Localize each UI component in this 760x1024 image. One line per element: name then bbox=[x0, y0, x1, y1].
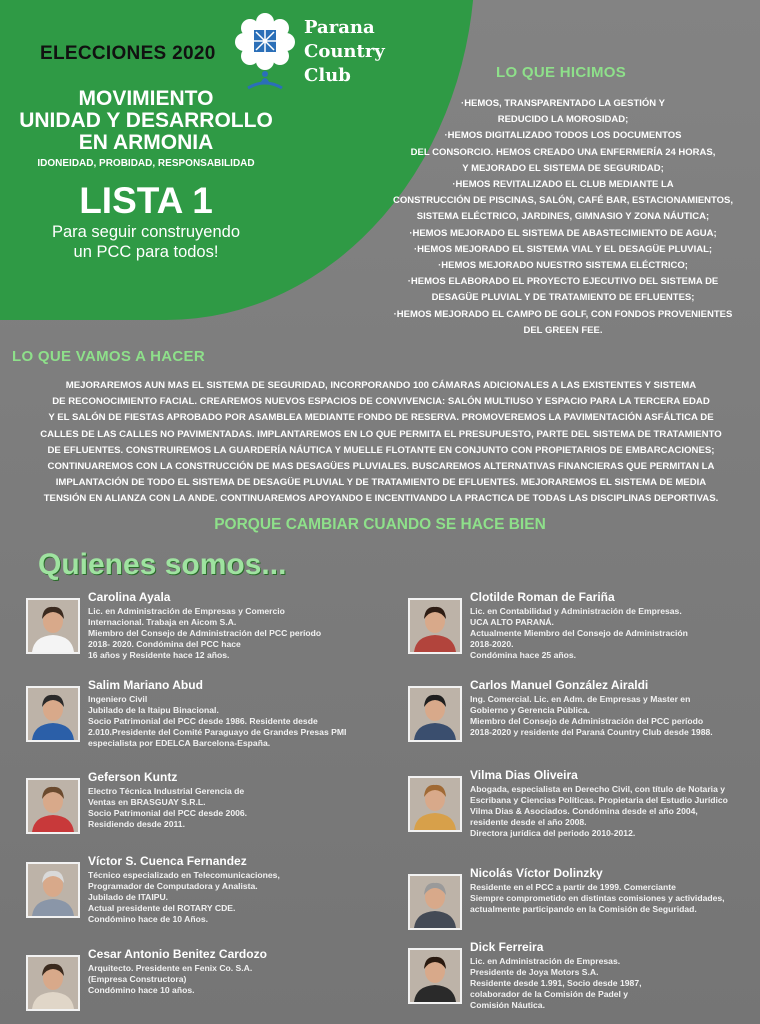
done-item: ·HEMOS REVITALIZADO EL CLUB MEDIANTE LA bbox=[452, 179, 674, 191]
movement-line-3: EN ARMONIA bbox=[78, 131, 214, 154]
member-name: Vilma Dias Oliveira bbox=[470, 768, 578, 782]
member-photo bbox=[26, 862, 80, 918]
member-name: Nicolás Víctor Dolinzky bbox=[470, 866, 603, 880]
done-item: ·HEMOS MEJORADO EL SISTEMA DE ABASTECIMIENTO DE AGUA; bbox=[409, 227, 717, 239]
person-portrait-icon bbox=[410, 778, 460, 830]
member-bio: Electro Técnica Industrial Gerencia de Ventas en BRASGUAY S.R.L. Socio Patrimonial del PCC desde 2006. Residiendo desde 2011. bbox=[88, 786, 248, 829]
person-portrait-icon bbox=[410, 950, 460, 1002]
member-name: Cesar Antonio Benitez Cardozo bbox=[88, 947, 267, 961]
movement-name bbox=[0, 88, 292, 154]
member-name: Carlos Manuel González Airaldi bbox=[470, 678, 649, 692]
club-name bbox=[304, 16, 385, 88]
plan-line: Y EL SALÓN DE FIESTAS APROBADO POR ASAMBLEA MEDIANTE FONDO DE RESERVA. PROMOVEREMOS LA PAVIMENTACIÓN ASFÁLTICA DE bbox=[48, 412, 714, 424]
done-item: DESAGÜE PLUVIAL Y DE TRATAMIENTO DE EFLUENTES; bbox=[431, 292, 695, 304]
member-photo bbox=[408, 948, 462, 1004]
why-change-slogan: PORQUE CAMBIAR CUANDO SE HACE BIEN bbox=[214, 516, 546, 533]
club-name-line-2: Country bbox=[304, 41, 385, 62]
done-item: DEL GREEN FEE. bbox=[523, 324, 603, 336]
done-item: REDUCIDO LA MOROSIDAD; bbox=[497, 114, 629, 126]
member-bio: Residente en el PCC a partir de 1999. Comerciante Siempre comprometido en distintas comisiones y actividades, actualmente participando en la Comisión de Seguridad. bbox=[470, 882, 725, 914]
person-portrait-icon bbox=[410, 688, 460, 740]
member-bio: Lic. en Contabilidad y Administración de Empresas. UCA ALTO PARANÁ. Actualmente Miembro del Consejo de Administración 2018-2020. Condómina hace 25 años. bbox=[470, 606, 688, 660]
done-item: ·HEMOS ELABORADO EL PROYECTO EJECUTIVO DEL SISTEMA DE bbox=[407, 276, 719, 288]
member-bio: Técnico especializado en Telecomunicaciones, Programador de Computadora y Analista. Jubilado de ITAIPU. Actual presidente del ROTARY CDE. Condómino hace de 10 Años. bbox=[88, 870, 280, 924]
member-bio: Abogada, especialista en Derecho Civil, con título de Notaria y Escribana y Ciencias Políticas. Propietaria del Estudio Jurídico Vilma Dias & Asociados. Condómina desde el año 2004, residente desde el año 2008. Directora jurídica del periodo 2010-2012. bbox=[470, 784, 728, 838]
done-item: ·HEMOS DIGITALIZADO TODOS LOS DOCUMENTOS bbox=[444, 130, 682, 142]
member-name: Clotilde Roman de Fariña bbox=[470, 590, 615, 604]
movement-line-1: MOVIMIENTO bbox=[78, 87, 214, 110]
person-portrait-icon bbox=[28, 688, 78, 740]
movement-line-2: UNIDAD Y DESARROLLO bbox=[19, 109, 273, 132]
person-portrait-icon bbox=[28, 600, 78, 652]
plan-line: DE RECONOCIMIENTO FACIAL. CREAREMOS NUEVOS ESPACIOS DE CONVIVENCIA: SALÓN MULTIUSO Y ESPACIO PARA LA TERCERA EDAD bbox=[52, 396, 710, 408]
done-item: ·HEMOS, TRANSPARENTADO LA GESTIÓN Y bbox=[461, 98, 665, 109]
plan-line: IMPLANTACIÓN DE TODO EL SISTEMA DE DESAGÜE PLUVIAL Y DE TRATAMIENTO DE EFLUENTES. MEJORAREMOS EL SISTEMA DE MEDIA bbox=[55, 477, 707, 489]
member-photo bbox=[26, 598, 80, 654]
movement-values: IDONEIDAD, PROBIDAD, RESPONSABILIDAD bbox=[37, 158, 255, 169]
member-bio: Lic. en Administración de Empresas y Comercio Internacional. Trabaja en Aicom S.A. Miembro del Consejo de Administración del PCC período 2018- 2020. Condómina del PCC hace 16 años y Residente hace 12 años. bbox=[88, 606, 322, 660]
member-name: Geferson Kuntz bbox=[88, 770, 178, 784]
slogan-line-1: Para seguir construyendo bbox=[51, 223, 241, 241]
member-photo bbox=[26, 955, 80, 1011]
done-list bbox=[368, 96, 758, 339]
plan-line: DE EFLUENTES. CONSTRUIREMOS LA GUARDERÍA NÁUTICA Y MUELLE FLOTANTE EN CONJUNTO CON PROPIETARIOS DE EMBARCACIONES; bbox=[47, 444, 715, 456]
plan-line: MEJORAREMOS AUN MAS EL SISTEMA DE SEGURIDAD, INCORPORANDO 100 CÁMARAS ADICIONALES A LAS EXISTENTES Y SISTEMA bbox=[65, 380, 697, 391]
done-item: Y MEJORADO EL SISTEMA DE SEGURIDAD; bbox=[462, 162, 664, 174]
member-photo bbox=[408, 776, 462, 832]
plan-line: TENSIÓN EN ALIANZA CON LA ANDE. CONTINUAREMOS APOYANDO E INCENTIVANDO LA PRACTICA DE TODAS LAS DISCIPLINAS DEPORTIVAS. bbox=[43, 493, 719, 505]
done-item: ·HEMOS MEJORADO EL SISTEMA VIAL Y EL DESAGÜE PLUVIAL; bbox=[413, 243, 713, 255]
member-bio: Arquitecto. Presidente en Fenix Co. S.A. (Empresa Constructora) Condómino hace 10 años. bbox=[88, 963, 253, 995]
member-photo bbox=[408, 874, 462, 930]
person-portrait-icon bbox=[28, 780, 78, 832]
person-portrait-icon bbox=[410, 600, 460, 652]
done-title: LO QUE HICIMOS bbox=[496, 64, 627, 81]
person-portrait-icon bbox=[410, 876, 460, 928]
plan-line: CONTINUAREMOS CON LA CONSTRUCCIÓN DE MAS DESAGÜES PLUVIALES. BUSCAREMOS ALTERNATIVAS FINANCIERAS QUE PERMITAN LA bbox=[47, 461, 715, 473]
elections-year: ELECCIONES 2020 bbox=[40, 43, 216, 64]
slogan-line-2: un PCC para todos! bbox=[73, 243, 219, 261]
plan-title: LO QUE VAMOS A HACER bbox=[12, 348, 205, 365]
plan-text bbox=[20, 378, 742, 508]
done-item: SISTEMA ELÉCTRICO, JARDINES, GIMNASIO Y ZONA NÁUTICA; bbox=[416, 211, 710, 223]
slogan bbox=[0, 222, 292, 262]
member-photo bbox=[408, 686, 462, 742]
member-photo bbox=[408, 598, 462, 654]
done-item: ·HEMOS MEJORADO NUESTRO SISTEMA ELÉCTRICO; bbox=[438, 260, 688, 272]
done-item: DEL CONSORCIO. HEMOS CREADO UNA ENFERMERÍA 24 HORAS, bbox=[410, 146, 716, 158]
club-name-line-1: Parana bbox=[304, 17, 375, 38]
member-bio: Ingeniero Civil Jubilado de la Itaipu Binacional. Socio Patrimonial del PCC desde 1986. Residente desde 2.010.Presidente del Comité Paraguayo de Grandes Presas PMI especialista por EDELCA Barcelona-España. bbox=[88, 694, 347, 748]
club-logo-icon bbox=[234, 12, 296, 92]
member-name: Dick Ferreira bbox=[470, 940, 544, 954]
plan-line: CALLES DE LAS CALLES NO PAVIMENTADAS. IMPLANTAREMOS EN LO QUE PERMITA EL PRESUPUESTO, PARTE DEL SISTEMA DE TRATAMIENTO bbox=[40, 428, 722, 440]
who-we-are-title: Quienes somos... bbox=[38, 548, 287, 581]
done-item: ·HEMOS MEJORADO EL CAMPO DE GOLF, CON FONDOS PROVENIENTES bbox=[393, 308, 733, 320]
member-name: Carolina Ayala bbox=[88, 590, 171, 604]
list-number: LISTA 1 bbox=[79, 180, 213, 221]
member-photo bbox=[26, 686, 80, 742]
member-bio: Ing. Comercial. Lic. en Adm. de Empresas y Master en Gobierno y Gerencia Pública. Miembro del Consejo de Administración del PCC período 2018-2020 y residente del Paraná Country Club desde 1988. bbox=[470, 694, 713, 737]
member-name: Salim Mariano Abud bbox=[88, 678, 203, 692]
member-photo bbox=[26, 778, 80, 834]
person-portrait-icon bbox=[28, 864, 78, 916]
club-name-line-3: Club bbox=[304, 65, 351, 86]
done-item: CONSTRUCCIÓN DE PISCINAS, SALÓN, CAFÉ BAR, ESTACIONAMIENTOS, bbox=[392, 195, 734, 207]
member-name: Víctor S. Cuenca Fernandez bbox=[88, 854, 247, 868]
person-portrait-icon bbox=[28, 957, 78, 1009]
member-bio: Lic. en Administración de Empresas. Presidente de Joya Motors S.A. Residente desde 1.991, Socio desde 1987, colaborador de la Comisión de Padel y Comisión Náutica. bbox=[470, 956, 642, 1010]
